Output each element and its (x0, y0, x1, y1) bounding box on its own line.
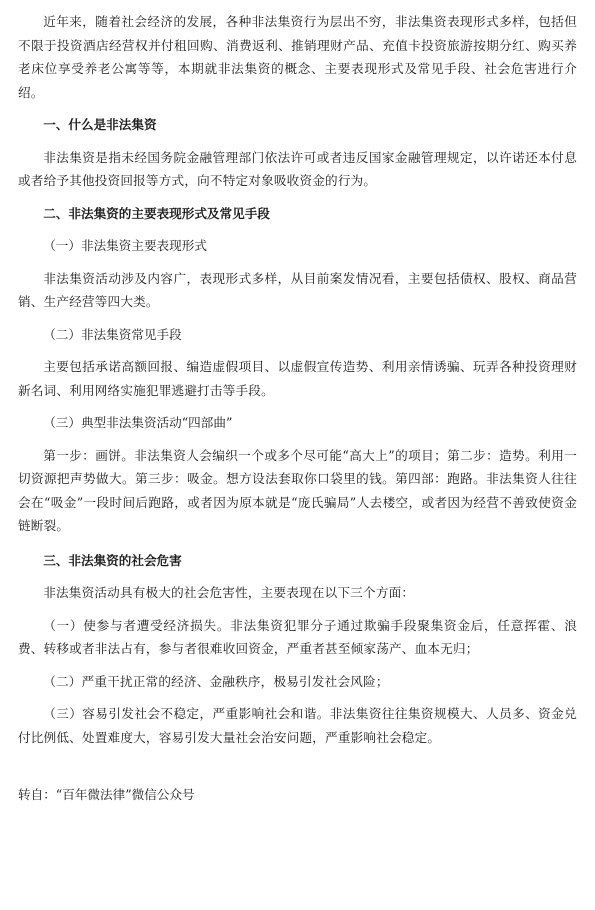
source-footer: 转自：“百年微法律”微信公众号 (18, 787, 195, 802)
section3-item1: （一）使参与者遭受经济损失。非法集资犯罪分子通过欺骗手段聚集资金后，任意挥霍、浪费、转移或者非法占有，参与者很难收回资金，严重者甚至倾家荡产、血本无归； (18, 617, 577, 656)
section3-item3: （三）容易引发社会不稳定，严重影响社会和谐。非法集资往往集资规模大、人员多、资金兑付比例低、处置难度大，容易引发大量社会治安问题，严重影响社会稳定。 (18, 706, 577, 745)
section3-body: 非法集资活动具有极大的社会危害性，主要表现在以下三个方面： (43, 585, 415, 600)
section2-sub3: （三）典型非法集资活动“四部曲” (43, 415, 233, 430)
section3-item2: （二）严重干扰正常的经济、金融秩序，极易引发社会风险； (43, 673, 389, 689)
section2-sub1: （一）非法集资主要表现形式 (43, 238, 207, 253)
intro-paragraph: 近年来，随着社会经济的发展，各种非法集资行为层出不穷，非法集资表现形式多样，包括但不限于投资酒店经营权并付租回购、消费返利、推销理财产品、充值卡投资旅游按期分红、购买养老床位享受养老公寓等等，本期就非法集资的概念、主要表现形式及常见手段、社会危害进行介绍。 (18, 14, 577, 100)
section1-body: 非法集资是指未经国务院金融管理部门依法许可或者违反国家金融管理规定，以许诺还本付息或者给予其他投资回报等方式，向不特定对象吸收资金的行为。 (18, 149, 577, 188)
section2-heading: 二、非法集资的主要表现形式及常见手段 (43, 205, 270, 221)
section3-heading: 三、非法集资的社会危害 (43, 552, 182, 568)
section2-body3: 第一步：画饼。非法集资人会编织一个或多个尽可能“高大上”的项目；第二步：造势。利用一切资源把声势做大。第三步：吸金。想方设法套取你口袋里的钱。第四部：跑路。非法集资人往往会在“吸金”一段时间后跑路，或者因为原本就是“庞氏骗局”人去楼空，或者因为经营不善致使资金链断裂。 (18, 447, 577, 533)
section2-sub2: （二）非法集资常见手段 (43, 326, 182, 342)
section1-heading: 一、什么是非法集资 (43, 117, 157, 132)
section2-body2: 主要包括承诺高额回报、编造虚假项目、以虚假宣传造势、利用亲情诱骗、玩弄各种投资理财新名词、利用网络实施犯罪逃避打击等手段。 (18, 359, 577, 398)
section2-body1: 非法集资活动涉及内容广，表现形式多样，从目前案发情况看，主要包括债权、股权、商品营销、生产经营等四大类。 (18, 270, 577, 309)
